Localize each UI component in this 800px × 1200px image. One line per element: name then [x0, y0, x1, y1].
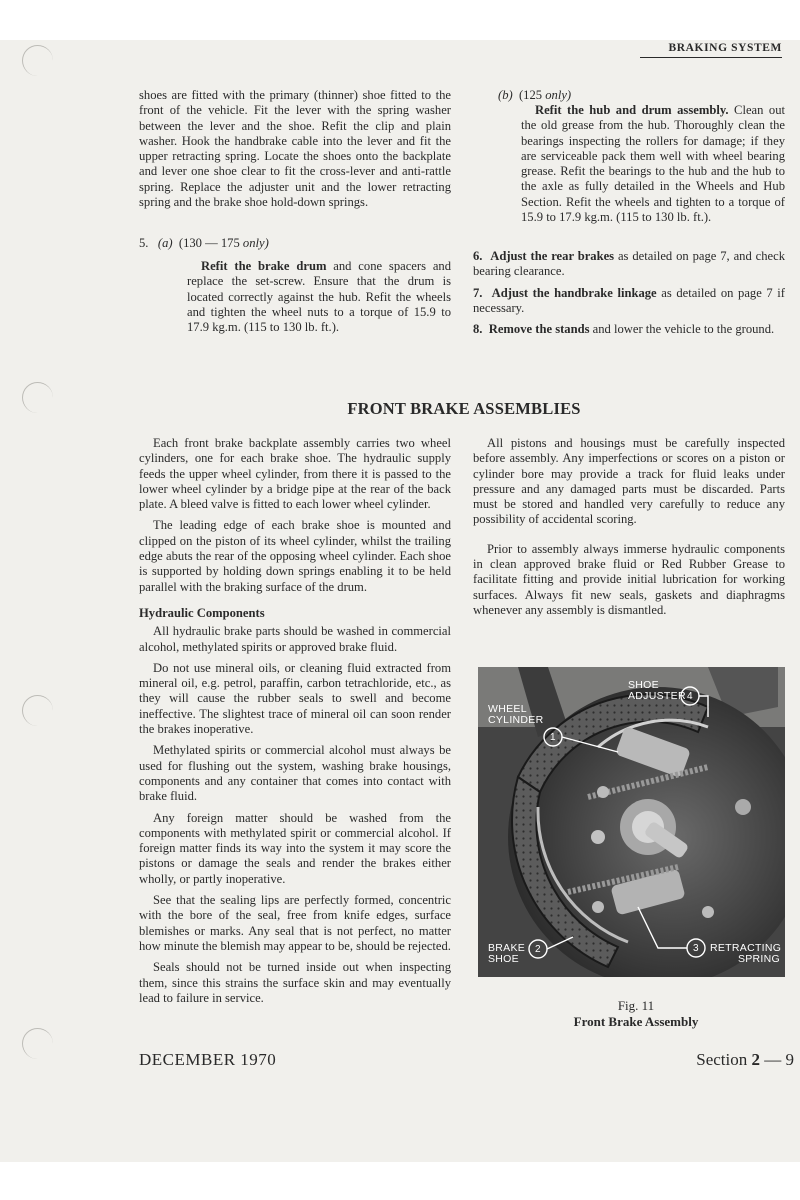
manual-page — [0, 40, 800, 1162]
figure-number: Fig. 11 — [617, 998, 655, 1013]
left-bottom-column — [139, 436, 451, 1006]
step-b-heading — [498, 88, 788, 103]
model-range: (130 — 175 — [178, 236, 240, 250]
step-text: as detailed on page 7 if necessary. — [473, 285, 785, 315]
header-rule — [640, 57, 782, 58]
callout-4: 4 — [687, 691, 693, 702]
step-number: 8. — [473, 322, 483, 337]
label-shoe-adjuster: SHOE ADJUSTER — [628, 679, 686, 702]
paragraph: Each front brake backplate assembly carries two wheel cylinders, one for each brake shoe. The hydraulic supply feeds the upper wheel cylinder, from there it is passed to the lower wheel cylinder by a bridge pipe at the rear of the back plate. A bleed valve is fitted to each lower wheel cylinder. — [139, 436, 451, 512]
paragraph: All pistons and housings must be carefully inspected before assembly. Any imperfections or scores on a piston or cylinder bore may provide a track for fluid leaks under pressure and any damaged parts must be discarded. Parts must be stored and handled very carefully to reduce any possibility of accidental scoring. — [473, 436, 785, 527]
subheading: Hydraulic Components — [139, 605, 265, 620]
model-only: only) — [545, 88, 572, 102]
label-retracting-spring: RETRACTING SPRING — [710, 942, 782, 965]
figure-title: Front Brake Assembly — [573, 1014, 699, 1029]
paragraph: Any foreign matter should be washed from the components with methylated spirit or commercial alcohol. If foreign matter finds its way into the system it may score the pistons or damage the seals and render the brakes either wholly, or partly inoperative. — [139, 810, 451, 886]
running-header: BRAKING SYSTEM — [668, 42, 782, 54]
paragraph: Methylated spirits or commercial alcohol must always be used for flushing out the system, washing brake housings, components and any container that comes into contact with brake fluid. — [139, 743, 451, 804]
footer-section: Section 2 — 9 — [696, 1050, 794, 1069]
section-title: FRONT BRAKE ASSEMBLIES — [347, 399, 581, 418]
step-action: Remove the stands — [488, 322, 590, 337]
paragraph: The leading edge of each brake shoe is mounted and clipped on the piston of its wheel cylinder, whilst the trailing edge abuts the rear of the opposing wheel cylinder. Each shoe is supported by holding down springs enabling it to be held parallel with the braking surface of the drum. — [139, 518, 451, 594]
step-action: Adjust the handbrake linkage — [491, 285, 657, 300]
step-sub-label: (a) — [157, 236, 173, 250]
callout-1: 1 — [550, 732, 556, 743]
binder-hole — [22, 45, 53, 76]
step-action: Adjust the rear brakes — [490, 249, 615, 263]
footer-date: DECEMBER 1970 — [139, 1050, 277, 1069]
step-b-body — [521, 103, 785, 225]
right-bottom-column — [473, 436, 785, 618]
label-brake-shoe: BRAKE SHOE — [488, 942, 526, 965]
step-text: and lower the vehicle to the ground. — [589, 322, 775, 337]
left-top-column — [139, 88, 451, 210]
callout-3: 3 — [693, 943, 699, 954]
step-5-body — [187, 259, 451, 335]
step-sub-label: (b) — [498, 88, 513, 102]
step-text: Clean out the old grease from the hub. Thoroughly clean the bearings inspecting the rollers for damage; if they are serviceable pack them well with wheel bearing grease. Refit the bearings to the hub and the hub to the axle as fully detailed in the Wheels and Hub Section. Refit the wheels and tighten to a torque of 15.9 to 17.9 kg.m. (115 to 130 lb. ft.). — [521, 103, 785, 225]
step-number: 7. — [473, 285, 483, 300]
step-action: Refit the hub and drum assembly. — [535, 103, 729, 117]
paragraph: shoes are fitted with the primary (thinner) shoe fitted to the front of the vehicle. Fit the lever with the spring washer between the lever and the shoe. Refit the clip and plain washer. Hook the handbrake cable into the lever and fit the upper retracting spring. Locate the shoes onto the backplate and lever one shoe clear to fit the cross-lever and anti-rattle spring. Replace the adjuster unit and the lower retracting spring and the brake shoe hold-down springs. — [139, 88, 451, 210]
callout-2: 2 — [535, 944, 541, 955]
paragraph: Do not use mineral oils, or cleaning fluid extracted from mineral oil, e.g. petrol, paraffin, carbon tetrachloride, etc., as they will cause the rubber seals to swell and become ineffective. The slightest trace of mineral oil can soon render the brakes inoperative. — [139, 660, 451, 737]
brake-assembly-photo — [478, 667, 785, 977]
label-wheel-cylinder: WHEEL CYLINDER — [488, 703, 544, 726]
paragraph: Seals should not be turned inside out when inspecting them, since this strains the surface skin and may eventually lead to failure in service. — [139, 960, 451, 1005]
step-number: 6. — [473, 249, 483, 263]
binder-hole — [22, 695, 53, 726]
paragraph: See that the sealing lips are perfectly formed, concentric with the bore of the seal, free from knife edges, surface blemishes or marks. Any seal that is not perfect, no matter how minute the blemish may appear to be, should be rejected. — [139, 893, 451, 953]
step-5-heading — [139, 236, 451, 251]
binder-hole — [22, 1028, 53, 1059]
step-text: as detailed on page 7, and check bearing clearance. — [473, 249, 786, 279]
step-number: 5. — [139, 236, 149, 250]
model-only: only) — [242, 236, 269, 250]
paragraph: All hydraulic brake parts should be washed in commercial alcohol, methylated spirits or approved brake fluid. — [139, 624, 451, 654]
step-text: and cone spacers and replace the set-screw. Ensure that the drum is located correctly against the hub. Refit the wheels and tighten the wheel nuts to a torque of 15.9 to 17.9 kg.m. (115 to 130 lb. ft.). — [187, 259, 451, 335]
steps-6-8 — [473, 249, 785, 337]
paragraph: Prior to assembly always immerse hydraulic components in clean approved brake fluid or Red Rubber Grease to facilitate fitting and provide initial lubrication for working surfaces. Always fit new seals, gaskets and diaphragms whenever any assembly is dismantled. — [473, 541, 785, 617]
step-action: Refit the brake drum — [201, 259, 327, 273]
model-range: (125 — [518, 88, 543, 102]
